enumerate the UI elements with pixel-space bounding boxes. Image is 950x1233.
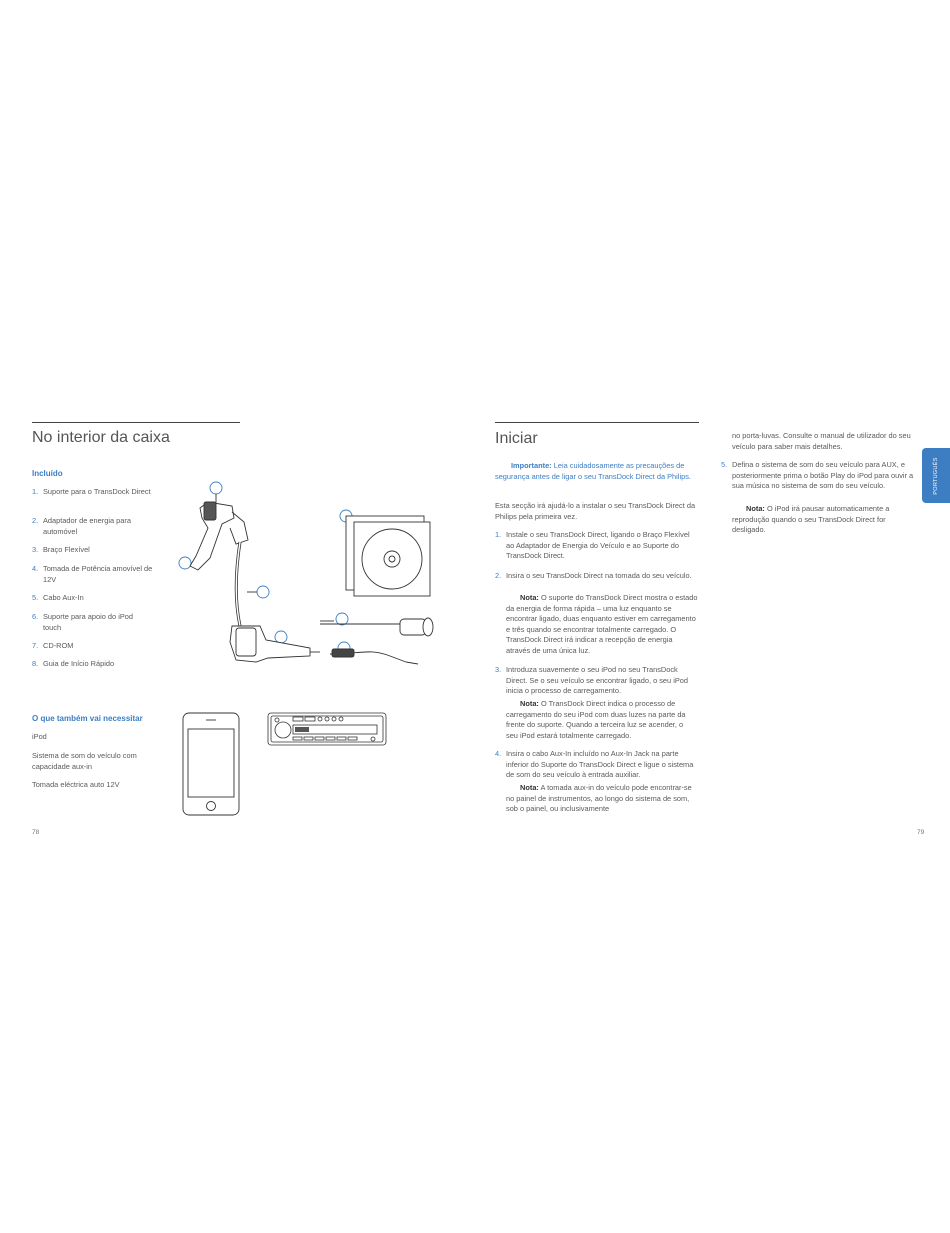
important-text: Leia cuidadosamente as precauções de segurança antes de ligar o seu TransDock Direct da Philips. bbox=[495, 461, 691, 481]
step-item: 2. Insira o seu TransDock Direct na tomada do seu veículo. bbox=[495, 571, 692, 580]
needed-item-power-socket: Tomada eléctrica auto 12V bbox=[32, 780, 120, 789]
list-item: 1. Suporte para o TransDock Direct bbox=[32, 487, 151, 496]
needed-item-ipod: iPod bbox=[32, 732, 47, 741]
left-page-number: 78 bbox=[32, 829, 40, 836]
needed-heading: O que também vai necessitar bbox=[32, 714, 143, 723]
left-title-rule bbox=[32, 422, 240, 423]
step-note: Nota: O TransDock Direct indica o processo de carregamento do seu iPod com duas luzes na parte da frente do suporte. Quando a terceira luz se acender, o seu iPod estará totalmente carregado. bbox=[506, 699, 686, 740]
list-item: 7. CD-ROM bbox=[32, 641, 74, 650]
right-page-title: Iniciar bbox=[495, 430, 538, 447]
step-item: 5. Defina o sistema de som do seu veículo para AUX, e posteriormente prima o botão Play do iPod para ouvir a sua música no sistema de som do seu veículo. bbox=[721, 460, 914, 491]
important-paragraph bbox=[495, 461, 699, 482]
left-page-title: No interior da caixa bbox=[32, 429, 170, 446]
list-item: 3. Braço Flexível bbox=[32, 545, 90, 554]
language-tab: PORTUGUÊS bbox=[922, 448, 950, 503]
step-item: 1. Instale o seu TransDock Direct, ligando o Braço Flexível ao Adaptador de Energia do Veículo e ao Suporte do TransDock Direct. bbox=[495, 530, 690, 561]
important-label: Importante: bbox=[511, 461, 552, 470]
right-title-rule bbox=[495, 422, 699, 423]
step-item: 4. Insira o cabo Aux-In incluído no Aux-In Jack na parte inferior do Suporte do TransDock Direct e ligue o sistema de som do seu veículo à entrada auxiliar. bbox=[495, 749, 694, 780]
included-heading: Incluído bbox=[32, 469, 63, 478]
right-page-number: 79 bbox=[917, 829, 925, 836]
needed-item-sound-system: Sistema de som do veículo com capacidade aux-in bbox=[32, 751, 137, 771]
list-item: 4. Tomada de Potência amovível de 12V bbox=[32, 564, 153, 584]
list-item: 2. Adaptador de energia para automóvel bbox=[32, 516, 131, 536]
step-note: Nota: A tomada aux-in do veículo pode encontrar-se no painel de instrumentos, ao longo do sistema de som, sob o painel, ou inclusivamente bbox=[506, 783, 692, 814]
list-item: 8. Guia de Início Rápido bbox=[32, 659, 115, 668]
list-item: 6. Suporte para apoio do iPod touch bbox=[32, 612, 133, 632]
step-item: 3. Introduza suavemente o seu iPod no seu TransDock Direct. Se o seu veículo se encontrar ligado, o seu iPod inicia o processo de carregamento. bbox=[495, 665, 688, 696]
continuation-paragraph: no porta-luvas. Consulte o manual de utilizador do seu veículo para saber mais detalhes. bbox=[732, 431, 911, 451]
product-illustration bbox=[170, 478, 460, 668]
car-stereo-illustration bbox=[267, 712, 389, 746]
intro-paragraph: Esta secção irá ajudá-lo a instalar o seu TransDock Direct da Philips pela primeira vez. bbox=[495, 501, 696, 521]
step-note: Nota: O suporte do TransDock Direct mostra o estado da energia de forma rápida – uma luz enquanto se encontrar ligado, duas enquanto estiver em carregamento e três quando se encontrar totalmente carregado. O TransDock Direct irá indicar a recepção de energia através de uma única luz. bbox=[506, 593, 698, 655]
step-note: Nota: O iPod irá pausar automaticamente a reprodução quando o seu TransDock Direct for desligado. bbox=[732, 504, 890, 535]
ipod-illustration bbox=[182, 712, 242, 816]
list-item: 5. Cabo Aux-In bbox=[32, 593, 84, 602]
